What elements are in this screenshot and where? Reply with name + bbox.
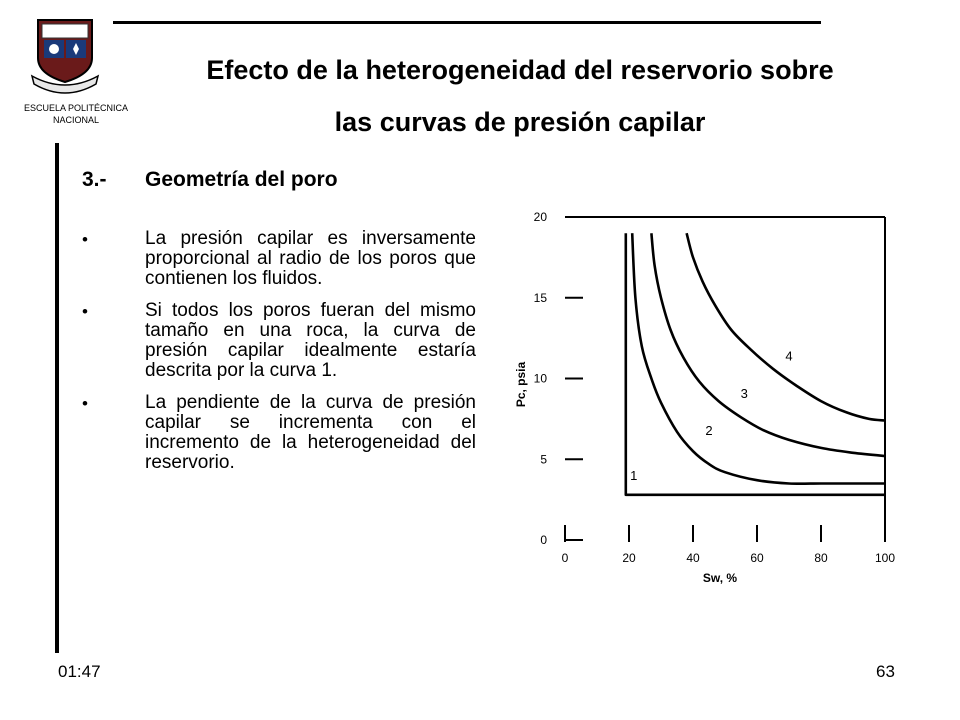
y-tick-label: 15	[533, 290, 547, 305]
y-tick-label: 5	[540, 452, 547, 467]
section-heading	[82, 168, 338, 192]
bullet-text: La presión capilar es inversamente proporcional al radio de los poros que contienen los fluidos.	[145, 228, 476, 289]
x-tick-label: 0	[561, 551, 569, 565]
left-rule	[55, 143, 59, 653]
bullet-item	[82, 301, 476, 381]
series-curve-4	[687, 233, 885, 420]
section-title: Geometría del poro	[145, 168, 338, 191]
institution-crest-logo	[30, 14, 100, 100]
bullet-marker: •	[82, 302, 88, 321]
slide-title-line1: Efecto de la heterogeneidad del reservorio sobre	[206, 55, 834, 85]
x-tick-label: 100	[874, 551, 896, 565]
bullet-item	[82, 393, 476, 473]
curve-label: 2	[705, 423, 713, 439]
x-axis-label: Sw, %	[702, 571, 738, 585]
x-tick-label: 80	[814, 551, 828, 565]
bullet-list	[82, 229, 476, 485]
x-tick-label: 60	[750, 551, 764, 565]
page-number: 63	[876, 662, 895, 681]
bullet-item	[82, 229, 476, 289]
section-number: 3.-	[82, 168, 107, 191]
bullet-text: Si todos los poros fueran del mismo tamaño en una roca, la curva de presión capilar idealmente estaría descrita por la curva 1.	[145, 300, 476, 381]
institution-name-line1: ESCUELA POLITÉCNICA	[23, 103, 129, 113]
bullet-text: La pendiente de la curva de presión capilar se incrementa con el incremento de la heterogeneidad del reservorio.	[145, 392, 476, 473]
curve-label: 1	[630, 468, 638, 484]
series-curve-1	[626, 233, 885, 495]
y-tick-label: 10	[533, 371, 547, 386]
footer-time: 01:47	[58, 662, 101, 681]
bullet-marker: •	[82, 394, 88, 413]
institution-name-line2: NACIONAL	[52, 115, 99, 125]
top-rule	[113, 21, 821, 24]
slide-title	[130, 44, 910, 148]
series-curve-3	[651, 233, 885, 456]
x-tick-label: 20	[622, 551, 636, 565]
capillary-pressure-chart	[505, 205, 925, 590]
curve-label: 4	[785, 348, 793, 364]
bullet-marker: •	[82, 230, 88, 249]
y-tick-label: 0	[540, 533, 547, 547]
y-axis-label: Pc, psia	[514, 361, 528, 408]
curve-label: 3	[740, 385, 748, 401]
slide-title-line2: las curvas de presión capilar	[334, 107, 706, 137]
x-tick-label: 40	[686, 551, 700, 565]
y-tick-label: 20	[533, 210, 547, 224]
